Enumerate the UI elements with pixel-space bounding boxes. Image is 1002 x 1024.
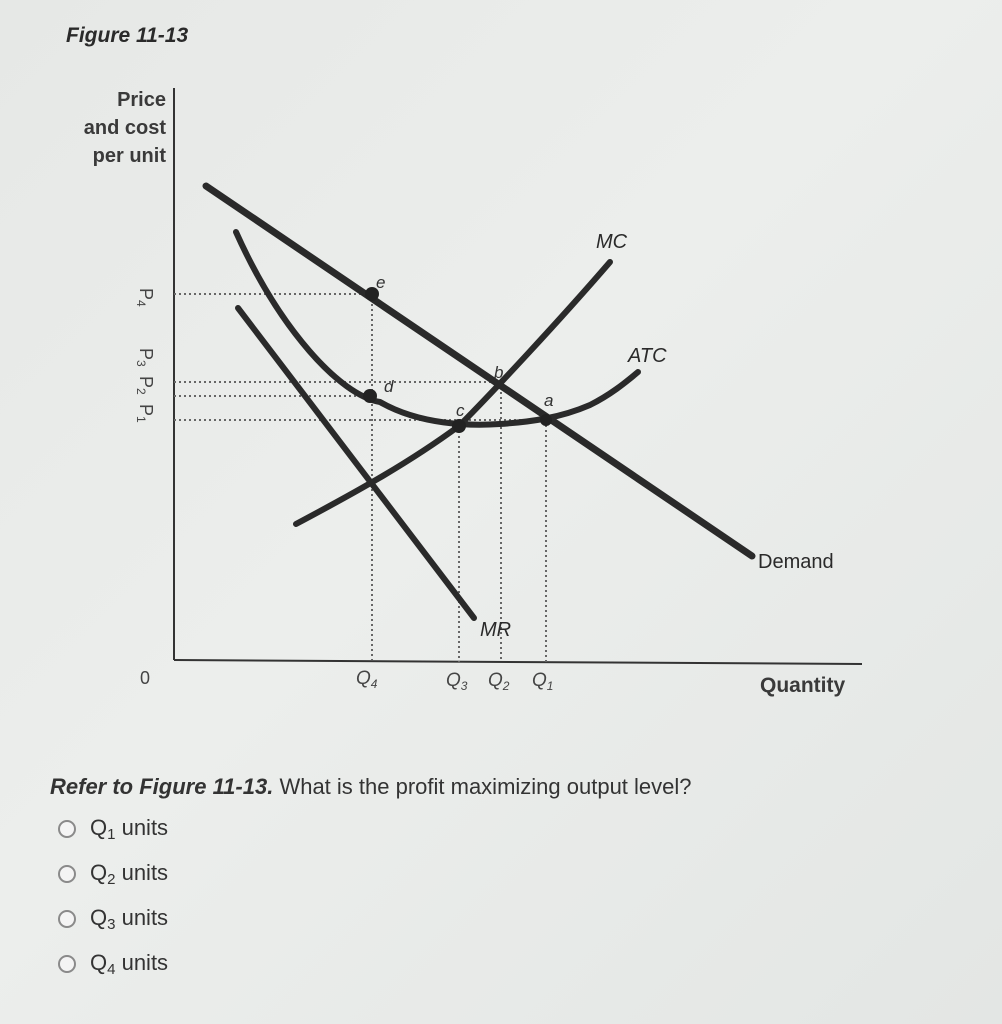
origin-label: 0 — [140, 668, 151, 688]
quantity-label-q1: $Q_1$ — [532, 670, 554, 693]
point-c-marker — [452, 419, 466, 433]
option-label: $Q_2$ units — [90, 859, 169, 888]
quantity-label-q2: $Q_2$ — [488, 670, 510, 693]
radio-button[interactable] — [58, 865, 76, 883]
x-axis-label: Quantity — [760, 674, 846, 697]
point-label-c: c — [456, 401, 465, 420]
price-label-p3: P3 — [134, 348, 156, 367]
option-q4[interactable] — [58, 941, 168, 986]
y-axis-label-line: per unit — [92, 145, 166, 167]
point-a-marker — [540, 414, 552, 426]
option-label: $Q_4$ units — [90, 949, 169, 978]
radio-button[interactable] — [58, 910, 76, 928]
question-body: What is the profit maximizing output level? — [273, 774, 692, 799]
option-label: $Q_1$ units — [90, 814, 169, 843]
option-q1[interactable] — [58, 806, 168, 851]
point-label-d: d — [384, 377, 394, 396]
mc-curve — [296, 262, 610, 524]
y-axis-label-line: Price — [117, 89, 166, 111]
question-text — [50, 774, 692, 800]
point-label-a: a — [544, 391, 554, 410]
option-q2[interactable] — [58, 851, 168, 896]
price-label-p4: P4 — [134, 288, 156, 307]
radio-button[interactable] — [58, 820, 76, 838]
price-label-p1: P1 — [134, 404, 156, 423]
radio-button[interactable] — [58, 955, 76, 973]
point-label-e: e — [376, 273, 386, 292]
atc-label: ATC — [628, 345, 667, 367]
price-label-p2: P2 — [134, 376, 156, 395]
option-q3[interactable] — [58, 896, 168, 941]
option-label: $Q_3$ units — [90, 904, 169, 933]
atc-curve — [236, 232, 638, 425]
quantity-label-q3: $Q_3$ — [446, 670, 468, 693]
quantity-label-q4: $Q_4$ — [356, 668, 378, 691]
mc-label: MC — [596, 231, 628, 253]
figure-title: Figure 11-13 — [66, 24, 189, 47]
point-d-marker — [363, 389, 377, 403]
x-axis — [174, 660, 862, 664]
answer-options — [58, 806, 168, 986]
question-ref: Refer to Figure 11-13. — [50, 774, 274, 799]
point-label-b: b — [494, 363, 504, 382]
demand-label: Demand — [758, 551, 834, 573]
mr-label: MR — [480, 619, 512, 641]
y-axis-label-line: and cost — [83, 117, 166, 139]
mr-curve — [238, 308, 474, 618]
